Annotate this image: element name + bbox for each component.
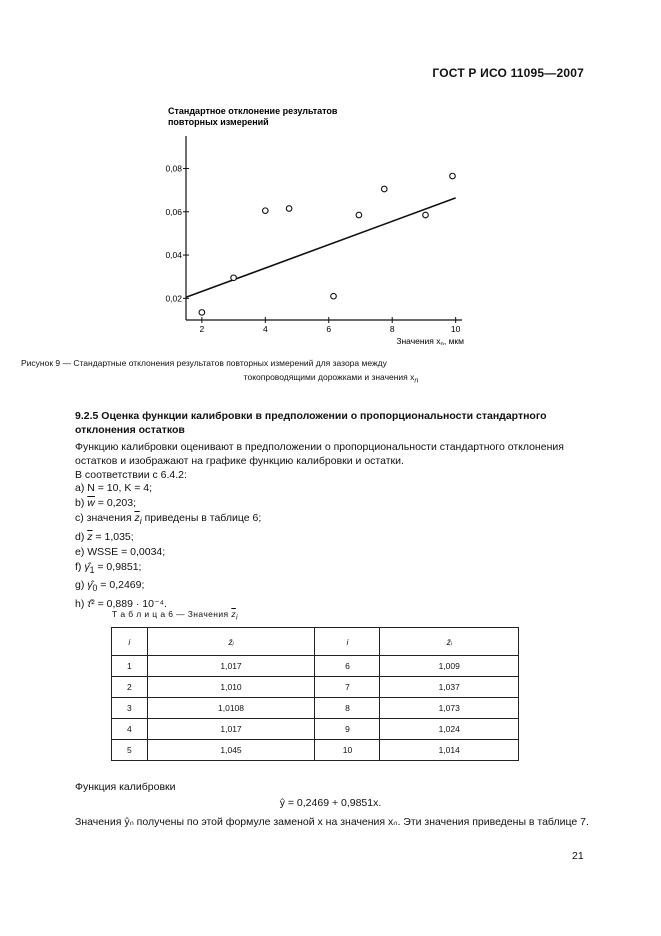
y-tick-label: 0,04 (165, 250, 182, 261)
col-z-2: z̄ᵢ (380, 628, 519, 656)
data-point (356, 212, 362, 218)
cell: 1 (112, 656, 148, 677)
data-point (381, 186, 387, 192)
table-row (112, 698, 519, 719)
y-tick-label: 0,08 (165, 163, 182, 174)
function-label: Функция калибровки (75, 781, 176, 793)
list-item-d (75, 530, 261, 545)
cell: 9 (315, 719, 380, 740)
data-point (231, 275, 237, 281)
x-tick-label: 2 (199, 324, 205, 334)
list-h-prefix: h) (75, 597, 85, 610)
final-paragraph: Значения ŷₙ получены по этой формуле заменой x на значения xₙ. Эти значения приведены в таблице 7. (75, 816, 589, 828)
calibration-formula: ŷ = 0,2469 + 0,9851x. (279, 797, 382, 809)
y-tick-label: 0,06 (165, 206, 182, 217)
list-item-c (75, 511, 261, 529)
figure-caption (21, 356, 641, 388)
list-g-symbol: γ̂ (87, 579, 93, 592)
table-header-row (112, 628, 519, 656)
section-heading (75, 409, 590, 437)
cell: 3 (112, 698, 148, 719)
cell: 1,045 (147, 740, 315, 761)
cell: 1,009 (380, 656, 519, 677)
table-caption-sub: i (235, 613, 238, 622)
x-tick-label: 8 (389, 324, 395, 334)
cell: 1,017 (147, 656, 315, 677)
list-c-symbol: $\overline{z}$ (134, 512, 140, 525)
parameter-list (75, 481, 261, 612)
caption-line-2 (21, 370, 641, 388)
cell: 5 (112, 740, 148, 761)
col-i-1: i (112, 628, 148, 656)
intro-text: В соответствии с 6.4.2: (75, 469, 187, 481)
col-i-2: i (315, 628, 380, 656)
list-g-value: = 0,2469; (97, 579, 145, 592)
list-g-prefix: g) (75, 579, 85, 592)
table-row (112, 740, 519, 761)
cell: 1,014 (380, 740, 519, 761)
page-number: 21 (572, 850, 584, 862)
list-d-value: = 1,035; (92, 530, 134, 543)
list-item-g (75, 578, 261, 596)
cell: 6 (315, 656, 380, 677)
list-c-post: приведены в таблице 6; (141, 512, 262, 525)
list-f-sub: 1 (89, 565, 95, 576)
x-axis-label: Значения $x_n$, мкм (396, 336, 464, 345)
list-b-symbol: $\overline{w}$ (87, 497, 95, 510)
document-code: ГОСТ Р ИСО 11095—2007 (432, 66, 584, 80)
paragraph (75, 440, 590, 482)
list-b-prefix: b) (75, 497, 85, 510)
table-caption (112, 609, 238, 622)
cell: 7 (315, 677, 380, 698)
list-d-prefix: d) (75, 530, 85, 543)
list-h-symbol: τ̂ (87, 597, 92, 610)
table-row (112, 656, 519, 677)
y-axis-label-line1: Стандартное отклонение результатов (168, 106, 338, 116)
table-row (112, 677, 519, 698)
list-c-sub: i (139, 516, 142, 527)
cell: 8 (315, 698, 380, 719)
cell: 1,010 (147, 677, 315, 698)
col-z-1: z̄ᵢ (147, 628, 315, 656)
list-f-prefix: f) (75, 561, 82, 574)
caption-line-1: Рисунок 9 — Стандартные отклонения результатов повторных измерений для зазора между (21, 358, 387, 368)
cell: 4 (112, 719, 148, 740)
data-point (199, 310, 205, 316)
table-caption-text: Т а б л и ц а 6 — Значения (112, 609, 229, 619)
paragraph-text: Функцию калибровки оценивают в предположении о пропорциональности стандартного отклонения остатков и изображают на графике функцию калибровки и остатки. (75, 441, 564, 467)
list-c-prefix: c) значения (75, 512, 132, 525)
cell: 1,073 (380, 698, 519, 719)
cell: 1,0108 (147, 698, 315, 719)
list-d-symbol: $\overline{z}$ (87, 530, 93, 543)
cell: 1,024 (380, 719, 519, 740)
section-title: Оценка функции калибровки в предположении о пропорциональности стандартного отклонения остатков (75, 410, 547, 436)
table-row (112, 719, 519, 740)
list-h-value: ² = 0,889 · 10⁻⁴. (91, 597, 167, 610)
caption-subscript: n (414, 376, 419, 385)
cell: 10 (315, 740, 380, 761)
table-caption-symbol: $\overline{z}$ (231, 609, 236, 619)
fit-line (186, 198, 456, 297)
list-item-f (75, 560, 261, 578)
x-tick-label: 4 (262, 324, 268, 334)
data-point (263, 208, 269, 214)
y-axis-label-line2: повторных измерений (168, 117, 269, 127)
list-item-a: a) N = 10, K = 4; (75, 482, 153, 494)
section-number: 9.2.5 (75, 410, 99, 422)
y-tick-label: 0,02 (165, 293, 182, 304)
data-point (423, 212, 429, 218)
x-tick-label: 6 (326, 324, 332, 334)
caption-line-2-text: токопроводящими дорожками и значения x (243, 372, 415, 382)
x-tick-label: 10 (450, 324, 461, 334)
cell: 2 (112, 677, 148, 698)
chart-canvas (150, 100, 470, 345)
list-f-symbol: γ̂ (84, 561, 90, 574)
list-b-value: = 0,203; (94, 497, 137, 510)
data-point (286, 206, 292, 212)
scatter-chart (150, 100, 470, 345)
list-item-e: e) WSSE = 0,0034; (75, 545, 166, 558)
list-f-value: = 0,9851; (94, 561, 142, 574)
values-table (111, 627, 519, 761)
cell: 1,017 (147, 719, 315, 740)
data-point (331, 293, 337, 299)
data-point (450, 173, 456, 179)
list-g-sub: 0 (92, 583, 98, 594)
list-item-b (75, 496, 261, 511)
cell: 1,037 (380, 677, 519, 698)
